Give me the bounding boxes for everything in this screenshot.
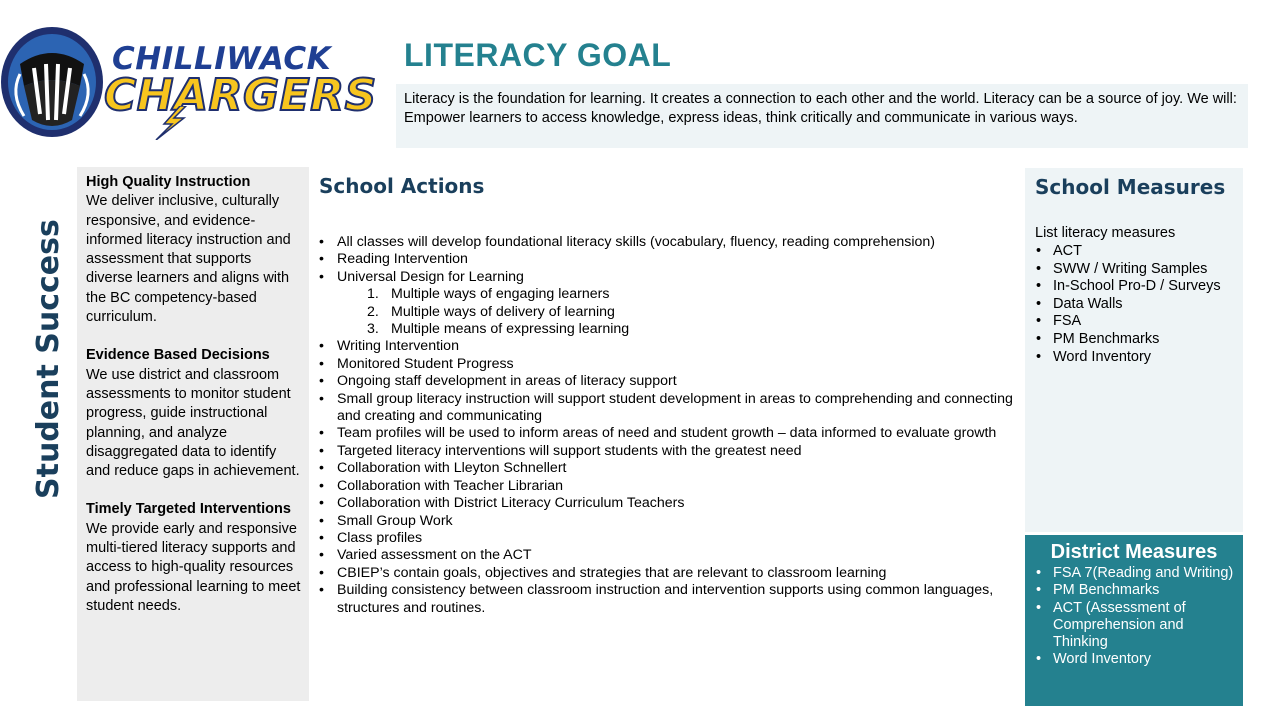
- school-measures-subtitle: List literacy measures: [1035, 225, 1176, 241]
- list-item: • ACT: [1035, 243, 1240, 261]
- district-measures-title: District Measures: [1050, 541, 1218, 563]
- list-item: • PM Benchmarks: [1035, 331, 1240, 349]
- side-title: Student Success: [31, 219, 66, 499]
- lightning-bolt-icon: [150, 106, 190, 140]
- list-item: • SWW / Writing Samples: [1035, 261, 1240, 279]
- list-item: • Small Group Work: [318, 513, 1023, 530]
- list-item: • Word Inventory: [1035, 349, 1240, 367]
- school-measures-list: [1035, 243, 1240, 366]
- subitem-text: Multiple means of expressing learning: [391, 321, 630, 338]
- list-item: • Word Inventory: [1035, 651, 1240, 668]
- list-item: • Small group literacy instruction will support student development in areas to comprehending and connecting and creating and communicating: [318, 391, 1023, 426]
- list-item: • FSA: [1035, 313, 1240, 331]
- subitem-text: Multiple ways of engaging learners: [391, 286, 610, 303]
- strategy-heading: High Quality Instruction: [86, 174, 251, 190]
- list-item: • Collaboration with Teacher Librarian: [318, 478, 1023, 495]
- strategy-block: [86, 346, 301, 481]
- list-item: • Team profiles will be used to inform areas of need and student growth – data informed to evaluate growth: [318, 425, 1023, 442]
- list-item: • All classes will develop foundational literacy skills (vocabulary, fluency, reading comprehension): [318, 234, 1023, 251]
- district-measures-panel: [1025, 535, 1243, 706]
- list-item: • PM Benchmarks: [1035, 582, 1240, 599]
- subitem-number: 3.: [367, 321, 379, 338]
- numbered-subitem: [318, 286, 1023, 303]
- strategy-text: We use district and classroom assessments to monitor student progress, guide instructional planning, and analyze disaggregated data to identify and reduce gaps in achievement.: [86, 366, 300, 480]
- list-item: • Collaboration with Lleyton Schnellert: [318, 460, 1023, 477]
- list-item: • Monitored Student Progress: [318, 356, 1023, 373]
- list-item: • Data Walls: [1035, 296, 1240, 314]
- subitem-text: Multiple ways of delivery of learning: [391, 303, 615, 320]
- chargers-mascot-icon: [0, 24, 106, 140]
- list-item: • Building consistency between classroom instruction and intervention supports using common languages, structures and routines.: [318, 582, 1023, 617]
- goal-intro-text: Literacy is the foundation for learning. It creates a connection to each other and the world. Literacy can be a source of joy. We will: Empower learners to access knowledge, express ideas, think critically and communicate in various ways.: [396, 84, 1248, 148]
- logo-line-1: CHILLIWACK: [112, 41, 332, 77]
- list-item: • Collaboration with District Literacy Curriculum Teachers: [318, 495, 1023, 512]
- strategy-heading: Timely Targeted Interventions: [86, 501, 291, 518]
- list-item: • Varied assessment on the ACT: [318, 547, 1023, 564]
- list-item: • FSA 7(Reading and Writing): [1035, 565, 1240, 582]
- list-item: • Targeted literacy interventions will support students with the greatest need: [318, 443, 1023, 460]
- strategy-heading: Evidence Based Decisions: [86, 347, 270, 364]
- list-item: • In-School Pro-D / Surveys: [1035, 278, 1240, 296]
- school-logo: [0, 24, 385, 142]
- list-item: • ACT (Assessment of Comprehension and Thinking: [1035, 600, 1240, 652]
- strategy-block: [86, 500, 301, 616]
- strategy-text: We provide early and responsive multi-tiered literacy supports and access to high-quality resources and professional learning to meet student needs.: [86, 520, 301, 614]
- subitem-number: 1.: [367, 286, 379, 303]
- school-measures-title: School Measures: [1035, 175, 1226, 199]
- list-item: • Class profiles: [318, 530, 1023, 547]
- list-item: • Universal Design for Learning: [318, 269, 1023, 286]
- strategy-text: We deliver inclusive, culturally responsive, and evidence-informed literacy instruction and assessment that supports diverse learners and aligns with the BC competency-based curriculum.: [86, 193, 291, 326]
- strategy-block: [86, 173, 301, 327]
- page-title: LITERACY GOAL: [404, 37, 672, 73]
- list-item: • CBIEP’s contain goals, objectives and strategies that are relevant to classroom learning: [318, 565, 1023, 582]
- numbered-subitem: [318, 321, 1023, 338]
- numbered-subitem: [318, 304, 1023, 321]
- list-item: • Ongoing staff development in areas of literacy support: [318, 373, 1023, 390]
- strategy-panel: [77, 167, 309, 701]
- school-actions-list: [318, 234, 1023, 617]
- list-item: • Writing Intervention: [318, 338, 1023, 355]
- subitem-number: 2.: [367, 303, 379, 320]
- school-actions-title: School Actions: [319, 174, 485, 198]
- list-item: • Reading Intervention: [318, 251, 1023, 268]
- district-measures-list: [1035, 565, 1240, 669]
- school-measures-panel: [1025, 168, 1243, 532]
- logo-line-2: CHARGERS: [104, 70, 377, 121]
